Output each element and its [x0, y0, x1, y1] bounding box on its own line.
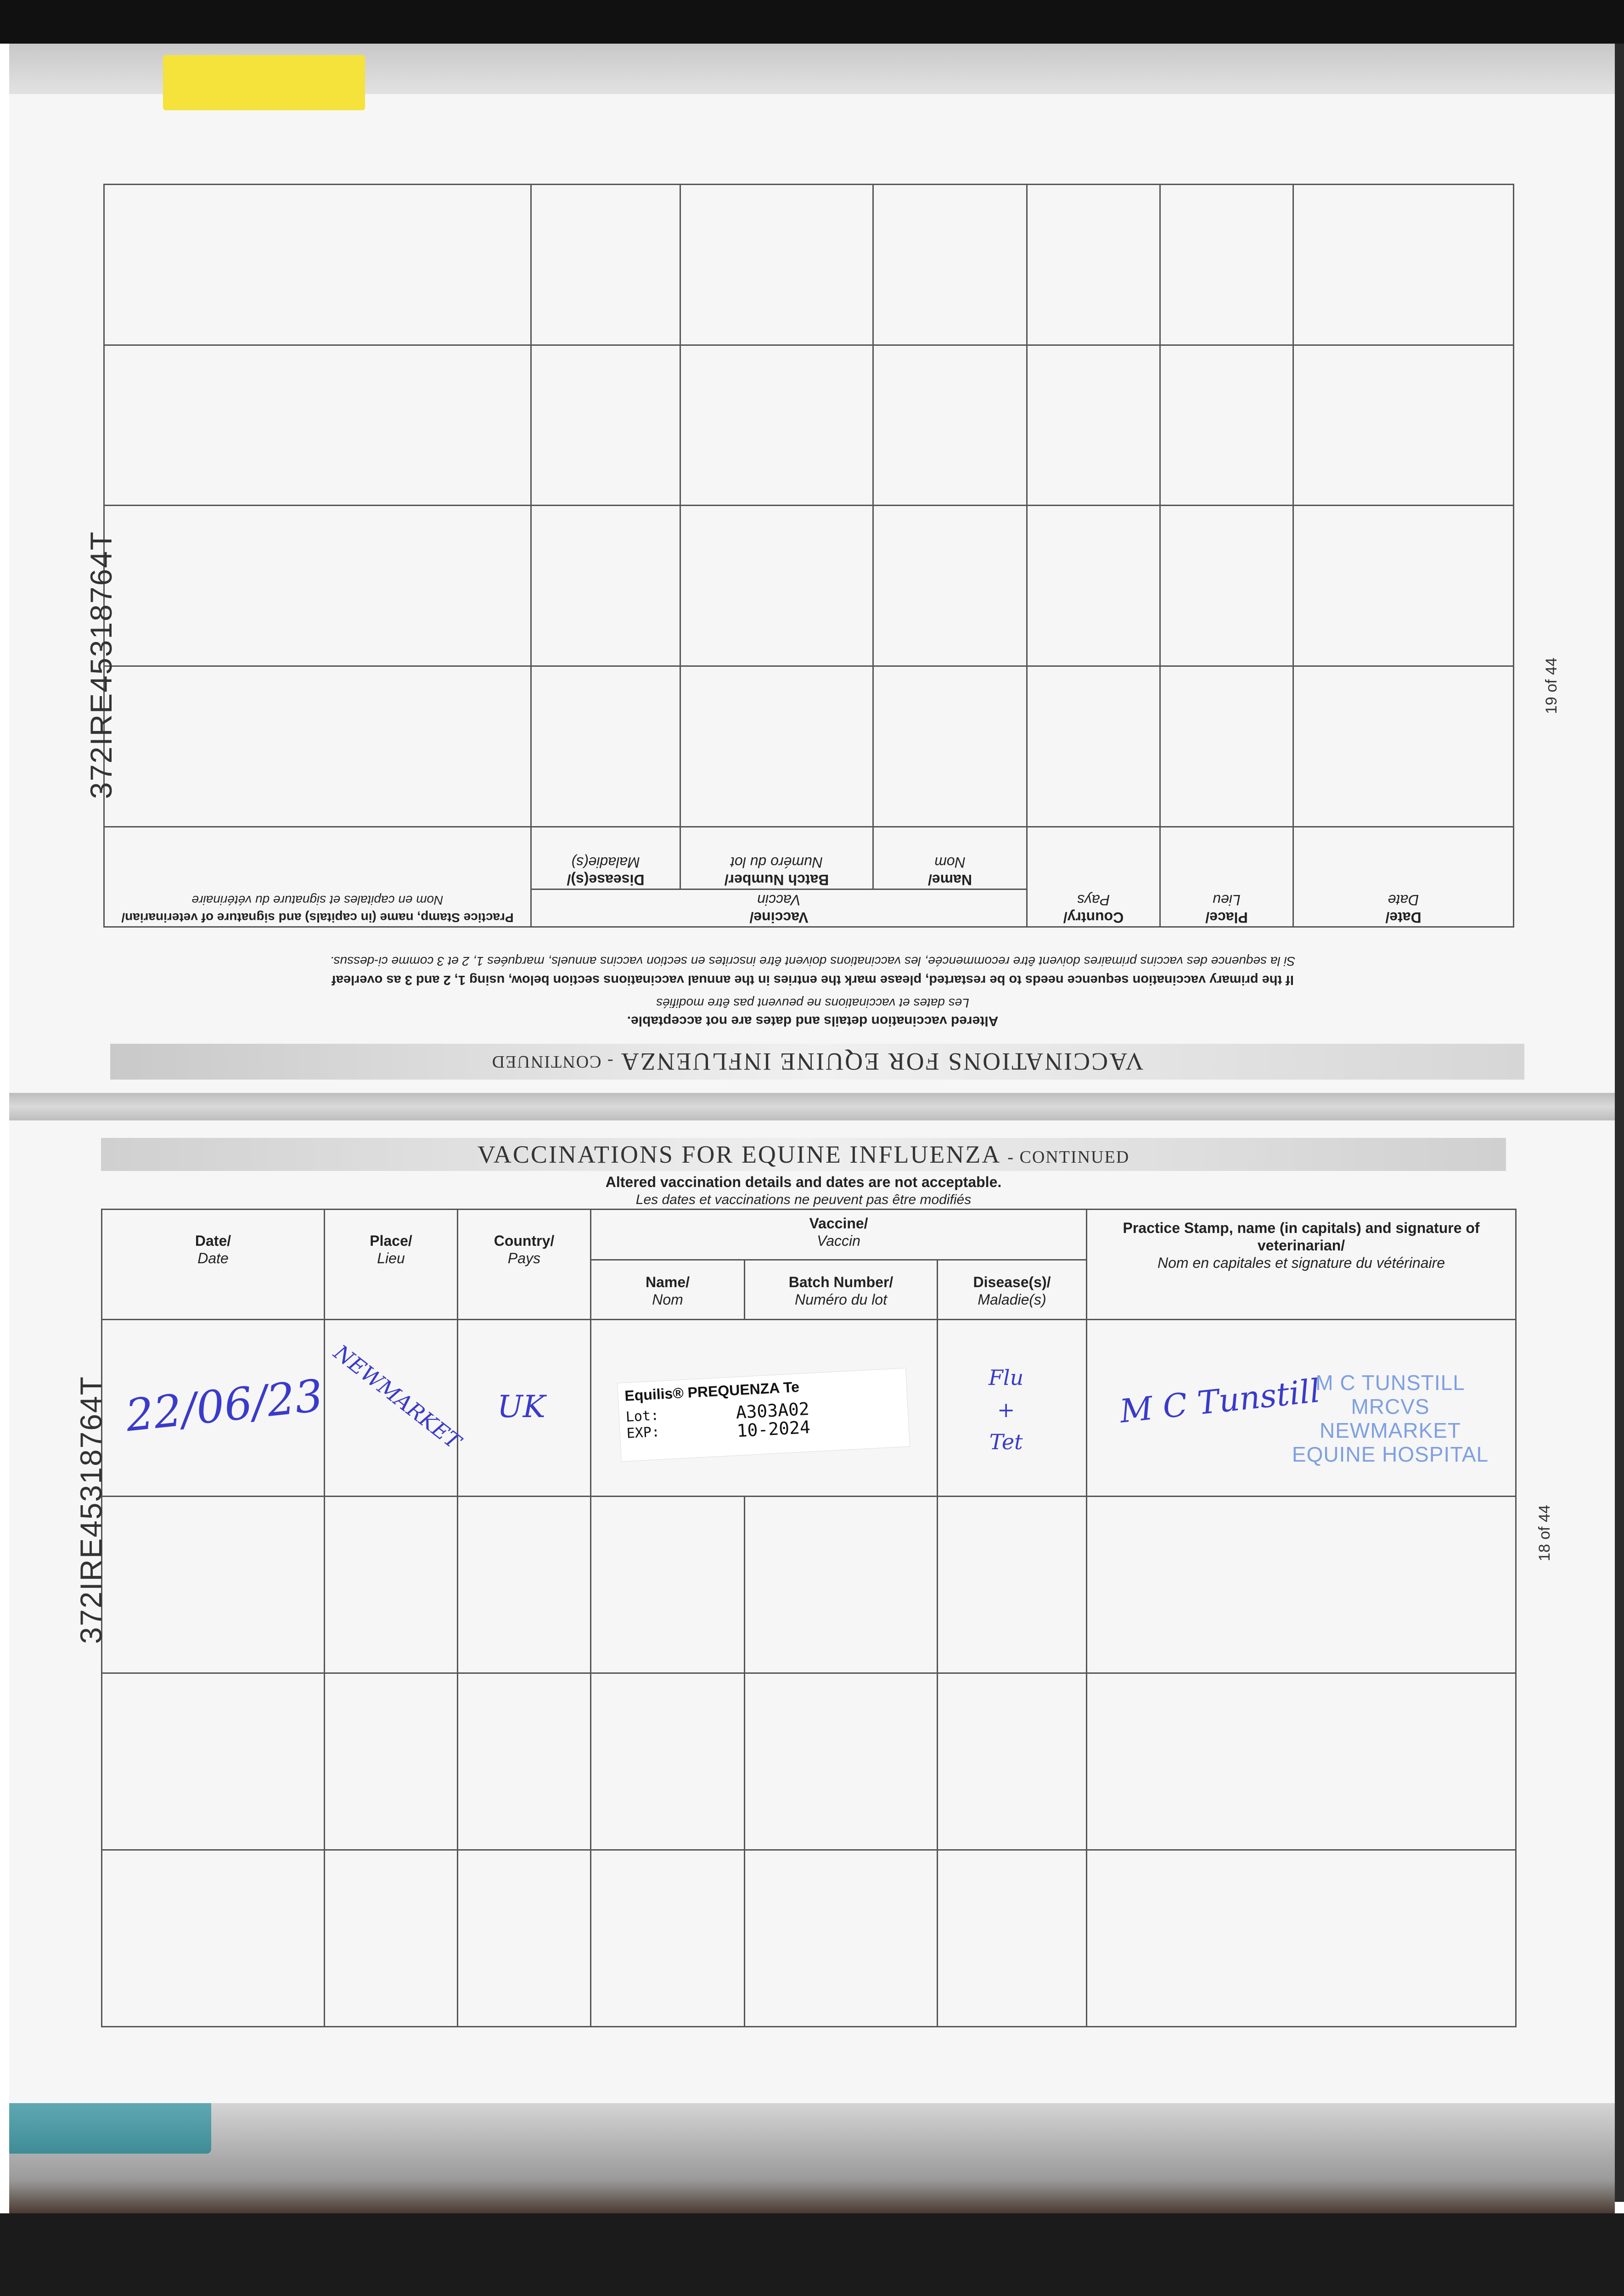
upper-header-disease: Disease(s)/ Maladie(s)	[531, 827, 680, 889]
lower-banner-title: VACCINATIONS FOR EQUINE INFLUENZA	[477, 1141, 1001, 1168]
upper-banner-continued: - CONTINUED	[491, 1052, 613, 1071]
scan-border-right	[1615, 44, 1624, 2202]
header-vaccine: Vaccine/ Vaccin	[591, 1210, 1087, 1260]
scan-border-bottom	[0, 2213, 1624, 2296]
vaccine-sticker	[617, 1368, 910, 1462]
header-name: Name/ Nom	[591, 1260, 745, 1320]
upper-page-content	[9, 44, 1615, 1100]
upper-banner-title: VACCINATIONS FOR EQUINE INFLUENZA	[619, 1048, 1144, 1075]
upper-table-row	[104, 345, 1513, 506]
upper-table-row	[104, 666, 1513, 827]
upper-notice-en: Altered vaccination details and dates are not acceptable.	[627, 1013, 999, 1029]
upper-vaccination-table	[103, 184, 1514, 928]
upper-notices	[101, 925, 1524, 1038]
lower-vaccination-table	[101, 1209, 1517, 2027]
header-practice-stamp: Practice Stamp, name (in capitals) and signature of veterinarian/ Nom en capitales et signature du vétérinaire	[1087, 1210, 1516, 1320]
entry-date: 22/06/23	[123, 1369, 326, 1442]
teal-tab-marker	[9, 2103, 211, 2154]
upper-header-vaccine: Vaccine/ Vaccin	[531, 889, 1027, 927]
upper-header-stamp: Practice Stamp, name (in capitals) and signature of veterinarian/ Nom en capitales et signature du vétérinaire	[104, 827, 531, 927]
sticker-product: Equilis® PREQUENZA Te	[624, 1378, 800, 1404]
upper-header-place: Place/ Lieu	[1160, 827, 1293, 927]
entry-disease-line3: Tet	[989, 1429, 1023, 1454]
entry-disease	[989, 1362, 1023, 1458]
upper-banner	[110, 1044, 1524, 1080]
lower-page-number: 18 of 44	[1536, 1505, 1553, 1561]
upper-document-id: 372IRE45318764T	[84, 530, 118, 799]
entry-country-cell	[458, 1320, 591, 1497]
stamp-line3: EQUINE HOSPITAL	[1292, 1442, 1489, 1466]
entry-country: UK	[497, 1389, 545, 1424]
lower-notice-en: Altered vaccination details and dates are not acceptable.	[605, 1174, 1002, 1190]
sticker-exp-label: EXP:	[626, 1424, 660, 1442]
lower-notice-fr: Les dates et vaccinations ne peuvent pas être modifiés	[635, 1192, 972, 1207]
lower-banner	[101, 1138, 1506, 1171]
header-batch-number: Batch Number/ Numéro du lot	[745, 1260, 938, 1320]
upper-table-row	[104, 506, 1513, 666]
upper-notice-fr: Les dates et vaccinations ne peuvent pas être modifiés	[656, 996, 969, 1010]
passport-cover-bottom	[9, 2103, 1615, 2213]
upper-page-number: 19 of 44	[1543, 658, 1560, 714]
upper-instruction-en: If the primary vaccination sequence needs to be restarted, please mark the entries in the annual vaccinations section below, using 1, 2 and 3 as overleaf	[332, 973, 1294, 987]
upper-table-row	[104, 185, 1513, 345]
table-row	[102, 1497, 1516, 1673]
upper-header-country: Country/ Pays	[1027, 827, 1160, 927]
table-row	[102, 1320, 1516, 1497]
entry-disease-line2: +	[997, 1397, 1015, 1422]
upper-table-wrapper	[105, 184, 1514, 928]
sticker-expiry: 10-2024	[736, 1417, 811, 1441]
stamp-line1: M C TUNSTILL MRCVS	[1315, 1371, 1465, 1418]
upper-header-name: Name/ Nom	[873, 827, 1027, 889]
stamp-line2: NEWMARKET	[1320, 1418, 1461, 1442]
lower-banner-continued: - CONTINUED	[1007, 1148, 1130, 1167]
upper-header-batch: Batch Number/ Numéro du lot	[680, 827, 873, 889]
entry-disease-cell	[938, 1320, 1087, 1497]
entry-place: NEWMARKET	[329, 1339, 466, 1454]
scan-border-top	[0, 0, 1624, 44]
lower-document-id: 372IRE45318764T	[74, 1375, 108, 1644]
header-disease: Disease(s)/ Maladie(s)	[938, 1260, 1087, 1320]
sticker-lot-label: Lot:	[625, 1407, 659, 1425]
upper-header-date: Date/ Date	[1293, 827, 1514, 927]
entry-disease-line1: Flu	[989, 1365, 1024, 1390]
practice-stamp	[1276, 1371, 1505, 1466]
vet-signature: M C Tunstill	[1118, 1372, 1322, 1430]
header-place: Place/ Lieu	[325, 1210, 458, 1320]
entry-place-cell	[325, 1320, 466, 1497]
upper-instruction-fr: Si la sequence des vaccins primaires doivent être recommencée, les vaccinations doivent être inscrites en section vaccins annuels, marquées 1, 2 et 3 comme ci-dessus.	[330, 954, 1296, 968]
header-country: Country/ Pays	[458, 1210, 591, 1320]
table-row	[102, 1673, 1516, 1850]
entry-stamp-cell	[1087, 1320, 1516, 1497]
header-date: Date/ Date	[102, 1210, 325, 1320]
entry-date-cell	[102, 1320, 325, 1497]
entry-vaccine-cell	[591, 1320, 938, 1497]
sticker-batch-number: A303A02	[735, 1398, 810, 1423]
table-row	[102, 1850, 1516, 2027]
